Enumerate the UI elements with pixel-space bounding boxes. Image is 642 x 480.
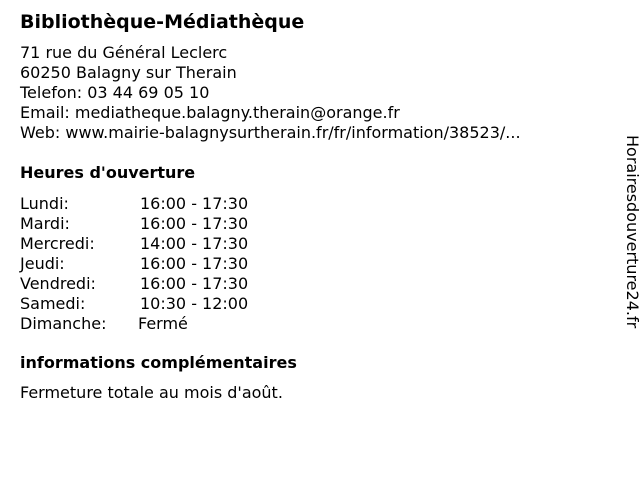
hours-heading: Heures d'ouverture (20, 163, 196, 182)
page-title: Bibliothèque-Médiathèque (20, 11, 305, 33)
time-range: Fermé (138, 314, 188, 333)
day-label: Mercredi: (20, 234, 95, 253)
street-address: 71 rue du Général Leclerc (20, 43, 228, 62)
phone-number: Telefon: 03 44 69 05 10 (20, 83, 210, 102)
info-heading: informations complémentaires (20, 353, 297, 372)
day-label: Mardi: (20, 214, 70, 233)
city-postal: 60250 Balagny sur Therain (20, 63, 237, 82)
day-label: Lundi: (20, 194, 69, 213)
website-link[interactable]: Web: www.mairie-balagnysurtherain.fr/fr/information/38523/... (20, 123, 521, 142)
time-range: 16:00 - 17:30 (140, 194, 249, 213)
time-range: 16:00 - 17:30 (140, 254, 249, 273)
email-address: Email: mediatheque.balagny.therain@orange.fr (20, 103, 400, 122)
time-range: 16:00 - 17:30 (140, 214, 249, 233)
info-text: Fermeture totale au mois d'août. (20, 383, 283, 402)
day-label: Samedi: (20, 294, 86, 313)
time-range: 10:30 - 12:00 (140, 294, 249, 313)
address-block (20, 43, 521, 143)
site-watermark: Horairesdouverture24.fr (623, 135, 642, 329)
day-label: Dimanche: (20, 314, 107, 333)
day-label: Vendredi: (20, 274, 96, 293)
time-range: 16:00 - 17:30 (140, 274, 249, 293)
day-label: Jeudi: (20, 254, 65, 273)
time-range: 14:00 - 17:30 (140, 234, 249, 253)
